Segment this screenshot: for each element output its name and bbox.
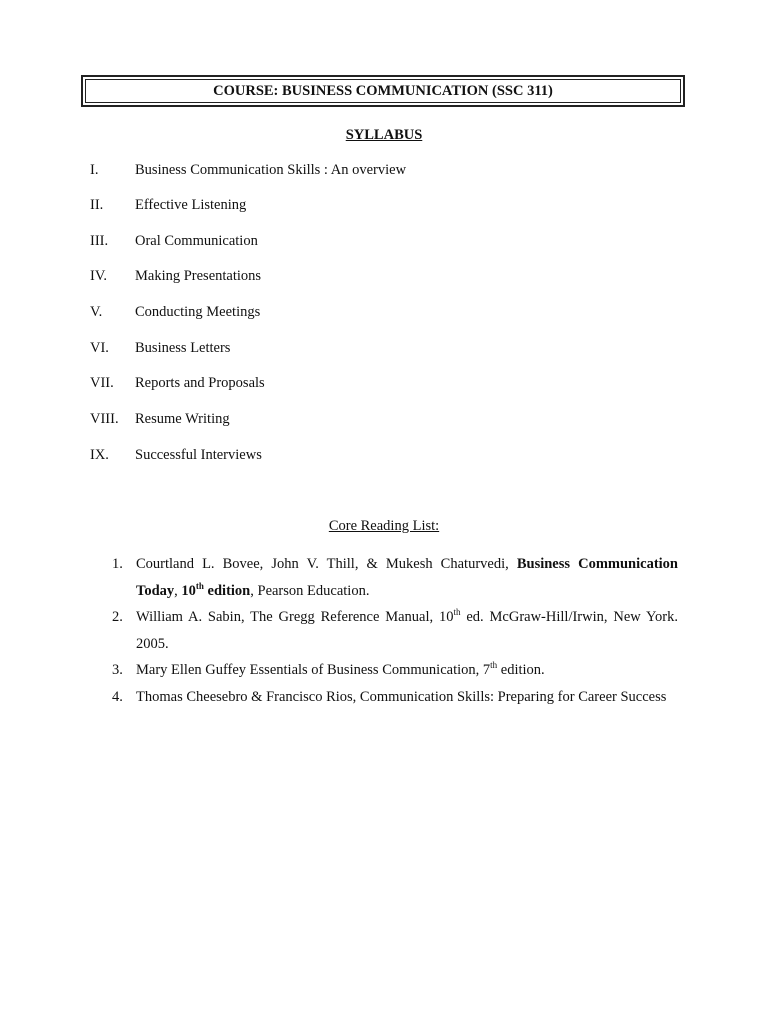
reading-item-number: 4. bbox=[112, 688, 123, 705]
reading-item-edition-suffix: th bbox=[195, 580, 204, 591]
reading-list-item bbox=[100, 684, 678, 711]
syllabus-item-number: III. bbox=[90, 233, 109, 249]
reading-item-number: 1. bbox=[112, 556, 123, 572]
reading-item-suffix: th bbox=[453, 607, 461, 618]
reading-item-text-rest: edition. bbox=[497, 662, 545, 678]
syllabus-item-number: IX. bbox=[90, 447, 109, 463]
syllabus-item-text: Successful Interviews bbox=[135, 447, 262, 463]
reading-item-text: Mary Ellen Guffey Essentials of Business Communication, 7 bbox=[136, 662, 491, 678]
syllabus-item-text: Making Presentations bbox=[135, 268, 262, 284]
reading-list-item bbox=[100, 604, 678, 657]
syllabus-item-number: V. bbox=[90, 304, 103, 320]
reading-list bbox=[100, 551, 678, 710]
reading-item-text: Thomas Cheesebro & Francisco Rios, Communication Skills: Preparing for Career Success bbox=[136, 688, 667, 705]
reading-item-publisher: , Pearson Education. bbox=[250, 582, 370, 599]
syllabus-item-text: Conducting Meetings bbox=[135, 304, 261, 320]
reading-item-authors: Courtland L. Bovee, John V. Thill, & Mukesh Chaturvedi, bbox=[136, 556, 517, 572]
reading-list-heading: Core Reading List: bbox=[328, 518, 440, 534]
reading-item-book-title: Business Communication Today bbox=[136, 556, 678, 599]
course-title-box bbox=[81, 75, 685, 107]
syllabus-item-text: Resume Writing bbox=[135, 411, 230, 427]
syllabus-item-text: Reports and Proposals bbox=[135, 375, 265, 391]
reading-item-text-rest: ed. McGraw-Hill/Irwin, New York. 2005. bbox=[136, 609, 679, 652]
syllabus-heading: SYLLABUS bbox=[345, 127, 423, 143]
course-title: COURSE: BUSINESS COMMUNICATION (SSC 311) bbox=[85, 79, 681, 103]
reading-item-edition-number: 10 bbox=[181, 582, 196, 599]
reading-item-number: 2. bbox=[112, 609, 123, 625]
syllabus-item-number: VI. bbox=[90, 340, 109, 356]
reading-item-edition-word: edition bbox=[203, 582, 251, 599]
syllabus-item-text: Oral Communication bbox=[135, 233, 258, 249]
reading-item-number: 3. bbox=[112, 662, 123, 678]
syllabus-item-number: IV. bbox=[90, 268, 108, 284]
syllabus-item-number: II. bbox=[90, 197, 104, 213]
syllabus-item-number: I. bbox=[90, 162, 99, 178]
syllabus-item-text: Effective Listening bbox=[135, 197, 247, 213]
reading-list-item bbox=[100, 657, 678, 684]
syllabus-item-text: Business Letters bbox=[135, 340, 231, 356]
reading-item-separator: , bbox=[174, 582, 182, 599]
reading-list-item bbox=[100, 551, 678, 604]
reading-item-text: William A. Sabin, The Gregg Reference Manual, 10 bbox=[136, 609, 454, 625]
syllabus-item-text: Business Communication Skills : An overview bbox=[135, 162, 407, 178]
syllabus-item-number: VII. bbox=[90, 375, 114, 391]
syllabus-item-number: VIII. bbox=[90, 411, 119, 427]
reading-item-suffix: th bbox=[490, 660, 498, 671]
